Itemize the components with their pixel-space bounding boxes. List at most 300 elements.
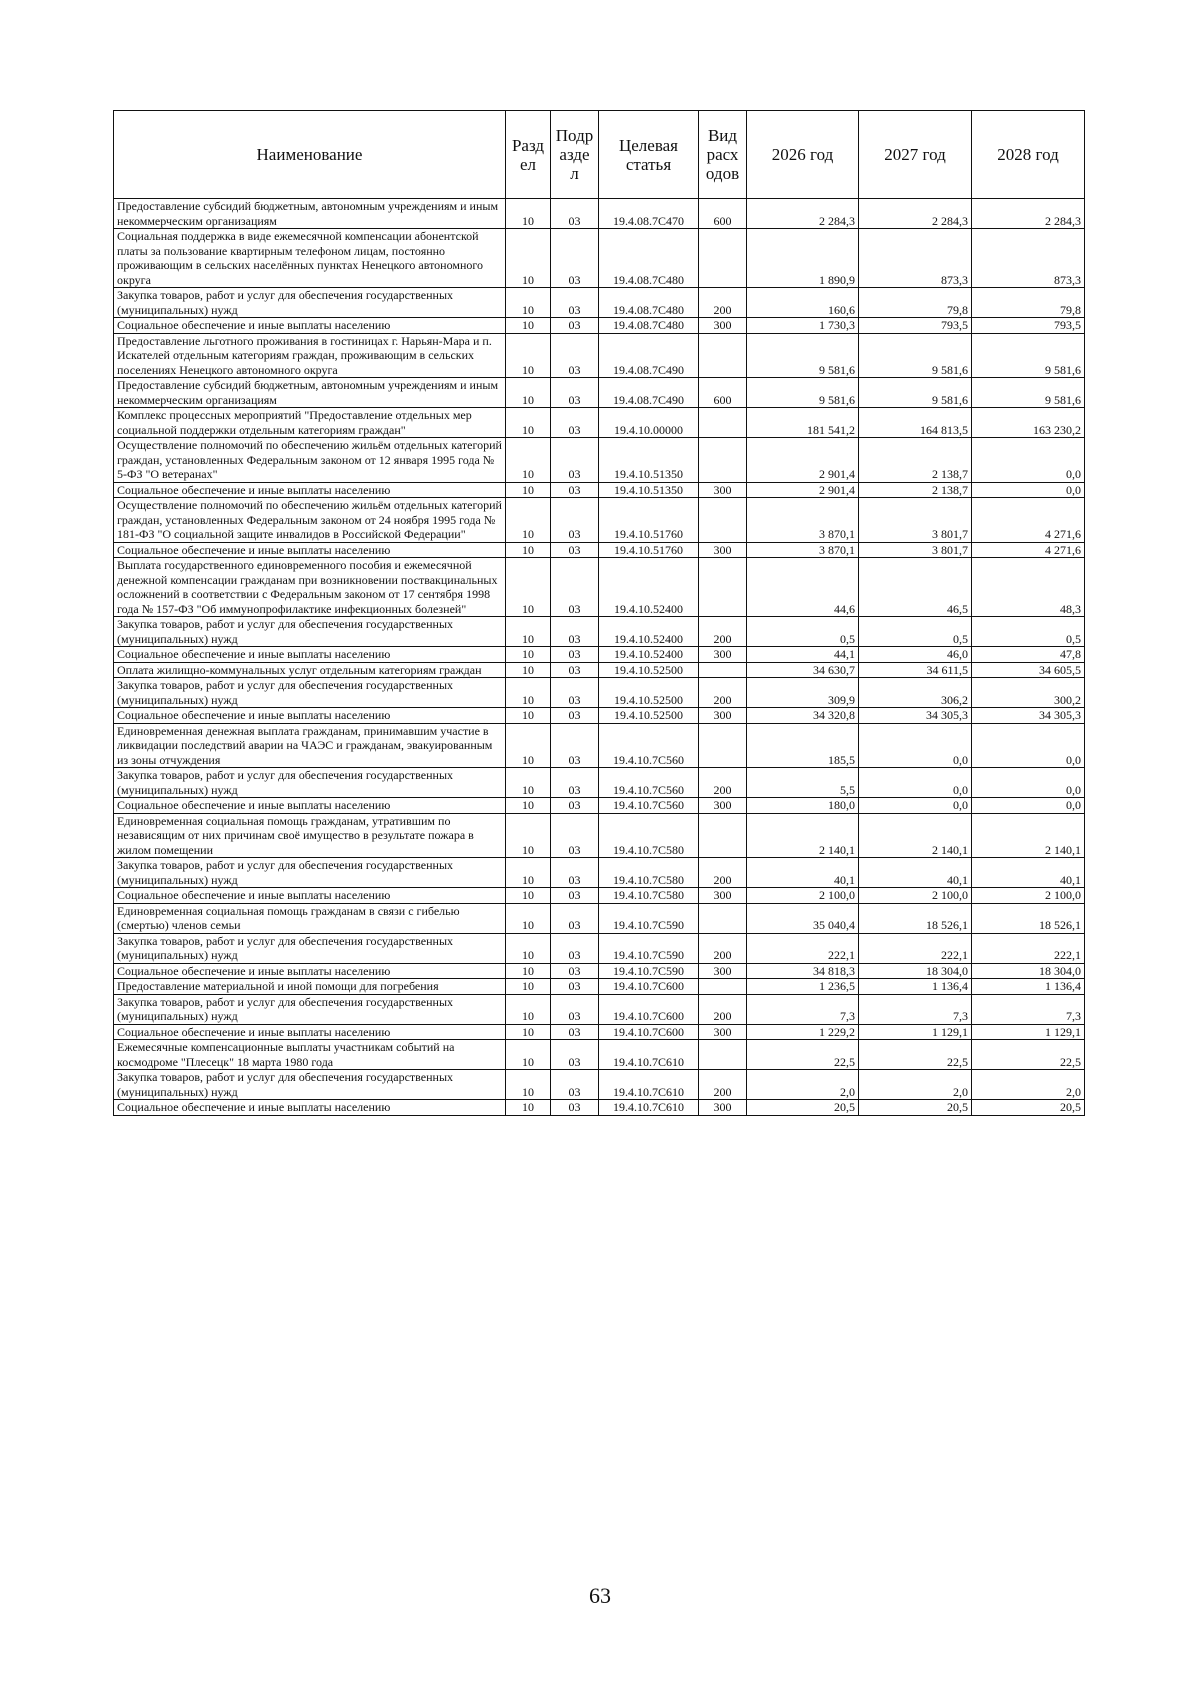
table-row (114, 378, 1085, 408)
cell-vid (699, 1040, 747, 1070)
cell-2028: 48,3 (972, 558, 1085, 617)
cell-2028: 9 581,6 (972, 333, 1085, 378)
cell-razdel: 10 (506, 858, 551, 888)
cell-article: 19.4.10.52400 (599, 647, 699, 663)
cell-name: Ежемесячные компенсационные выплаты участникам событий на космодроме "Плесецк" 18 марта 1980 года (114, 1040, 506, 1070)
cell-podrazdel: 03 (551, 768, 599, 798)
cell-2028: 18 526,1 (972, 903, 1085, 933)
cell-2026: 222,1 (747, 933, 859, 963)
cell-name: Закупка товаров, работ и услуг для обеспечения государственных (муниципальных) нужд (114, 678, 506, 708)
cell-razdel: 10 (506, 662, 551, 678)
cell-podrazdel: 03 (551, 378, 599, 408)
cell-name: Выплата государственного единовременного пособия и ежемесячной денежной компенсации гражданам при возникновении поствакцинальных осложнений в соответствии с Федеральным законом от 17 сентября 1998 года № 157-ФЗ "Об иммунопрофилактике инфекционных болезней" (114, 558, 506, 617)
cell-podrazdel: 03 (551, 798, 599, 814)
cell-article: 19.4.10.7С580 (599, 813, 699, 858)
cell-razdel: 10 (506, 678, 551, 708)
cell-razdel: 10 (506, 979, 551, 995)
cell-article: 19.4.10.00000 (599, 408, 699, 438)
cell-podrazdel: 03 (551, 558, 599, 617)
cell-2027: 793,5 (859, 318, 972, 334)
cell-razdel: 10 (506, 1070, 551, 1100)
cell-razdel: 10 (506, 903, 551, 933)
cell-vid: 600 (699, 378, 747, 408)
cell-razdel: 10 (506, 723, 551, 768)
cell-podrazdel: 03 (551, 408, 599, 438)
cell-vid: 200 (699, 858, 747, 888)
cell-article: 19.4.10.7С560 (599, 723, 699, 768)
cell-2026: 181 541,2 (747, 408, 859, 438)
cell-razdel: 10 (506, 768, 551, 798)
table-row (114, 798, 1085, 814)
table-row (114, 318, 1085, 334)
cell-vid (699, 903, 747, 933)
cell-2026: 0,5 (747, 617, 859, 647)
cell-article: 19.4.08.7С490 (599, 378, 699, 408)
cell-article: 19.4.10.7С560 (599, 768, 699, 798)
table-row (114, 888, 1085, 904)
cell-article: 19.4.08.7С480 (599, 318, 699, 334)
cell-name: Закупка товаров, работ и услуг для обеспечения государственных (муниципальных) нужд (114, 617, 506, 647)
cell-article: 19.4.10.7С600 (599, 994, 699, 1024)
cell-2028: 2,0 (972, 1070, 1085, 1100)
cell-podrazdel: 03 (551, 333, 599, 378)
cell-name: Предоставление льготного проживания в гостиницах г. Нарьян-Мара и п. Искателей отдельным категориям граждан, проживающим в сельских поселениях Ненецкого автономного округа (114, 333, 506, 378)
table-row (114, 333, 1085, 378)
table-row (114, 438, 1085, 483)
cell-article: 19.4.10.7С590 (599, 903, 699, 933)
cell-2026: 2 901,4 (747, 482, 859, 498)
cell-name: Социальное обеспечение и иные выплаты населению (114, 1100, 506, 1116)
cell-2027: 9 581,6 (859, 333, 972, 378)
cell-name: Социальная поддержка в виде ежемесячной компенсации абонентской платы за пользование квартирным телефоном лицам, постоянно проживающим в сельских населённых пунктах Ненецкого автономного округа (114, 229, 506, 288)
cell-2028: 1 136,4 (972, 979, 1085, 995)
cell-2026: 1 890,9 (747, 229, 859, 288)
cell-2026: 9 581,6 (747, 378, 859, 408)
cell-podrazdel: 03 (551, 318, 599, 334)
budget-table (113, 110, 1085, 1116)
cell-name: Социальное обеспечение и иные выплаты населению (114, 708, 506, 724)
table-row (114, 558, 1085, 617)
cell-name: Социальное обеспечение и иные выплаты населению (114, 647, 506, 663)
cell-2026: 9 581,6 (747, 333, 859, 378)
cell-vid (699, 333, 747, 378)
cell-2028: 7,3 (972, 994, 1085, 1024)
cell-2028: 79,8 (972, 288, 1085, 318)
table-row (114, 979, 1085, 995)
cell-2027: 164 813,5 (859, 408, 972, 438)
cell-razdel: 10 (506, 378, 551, 408)
header-razdel: Разд ел (506, 111, 551, 199)
cell-podrazdel: 03 (551, 662, 599, 678)
cell-2028: 20,5 (972, 1100, 1085, 1116)
cell-2026: 34 630,7 (747, 662, 859, 678)
cell-2026: 1 236,5 (747, 979, 859, 995)
cell-2028: 2 284,3 (972, 199, 1085, 229)
cell-2026: 35 040,4 (747, 903, 859, 933)
cell-2026: 2 140,1 (747, 813, 859, 858)
cell-2027: 2,0 (859, 1070, 972, 1100)
cell-podrazdel: 03 (551, 858, 599, 888)
cell-article: 19.4.10.51350 (599, 438, 699, 483)
table-row (114, 662, 1085, 678)
cell-podrazdel: 03 (551, 1040, 599, 1070)
cell-2028: 34 605,5 (972, 662, 1085, 678)
cell-name: Социальное обеспечение и иные выплаты населению (114, 963, 506, 979)
cell-name: Закупка товаров, работ и услуг для обеспечения государственных (муниципальных) нужд (114, 1070, 506, 1100)
cell-vid: 300 (699, 708, 747, 724)
cell-2028: 0,5 (972, 617, 1085, 647)
cell-razdel: 10 (506, 617, 551, 647)
table-row (114, 1100, 1085, 1116)
cell-2027: 20,5 (859, 1100, 972, 1116)
cell-razdel: 10 (506, 798, 551, 814)
cell-2028: 0,0 (972, 798, 1085, 814)
cell-2028: 793,5 (972, 318, 1085, 334)
cell-podrazdel: 03 (551, 1024, 599, 1040)
cell-vid: 300 (699, 482, 747, 498)
cell-podrazdel: 03 (551, 708, 599, 724)
cell-name: Осуществление полномочий по обеспечению жильём отдельных категорий граждан, установленных Федеральным законом от 24 ноября 1995 года № 181-ФЗ "О социальной защите инвалидов в Российской Федерации" (114, 498, 506, 543)
cell-2026: 3 870,1 (747, 542, 859, 558)
cell-2027: 222,1 (859, 933, 972, 963)
cell-2028: 0,0 (972, 768, 1085, 798)
cell-name: Социальное обеспечение и иные выплаты населению (114, 542, 506, 558)
cell-podrazdel: 03 (551, 542, 599, 558)
cell-2028: 0,0 (972, 482, 1085, 498)
cell-vid (699, 408, 747, 438)
cell-vid: 200 (699, 1070, 747, 1100)
cell-vid (699, 498, 747, 543)
cell-2027: 2 138,7 (859, 438, 972, 483)
cell-2026: 3 870,1 (747, 498, 859, 543)
cell-article: 19.4.10.52500 (599, 678, 699, 708)
cell-2026: 1 730,3 (747, 318, 859, 334)
cell-2028: 1 129,1 (972, 1024, 1085, 1040)
cell-razdel: 10 (506, 994, 551, 1024)
cell-podrazdel: 03 (551, 199, 599, 229)
cell-podrazdel: 03 (551, 813, 599, 858)
table-row (114, 963, 1085, 979)
cell-2028: 2 100,0 (972, 888, 1085, 904)
cell-vid (699, 229, 747, 288)
cell-2028: 47,8 (972, 647, 1085, 663)
cell-vid: 600 (699, 199, 747, 229)
cell-2027: 1 129,1 (859, 1024, 972, 1040)
cell-razdel: 10 (506, 288, 551, 318)
cell-vid (699, 662, 747, 678)
cell-vid: 200 (699, 288, 747, 318)
header-article: Целевая статья (599, 111, 699, 199)
cell-article: 19.4.08.7С480 (599, 229, 699, 288)
cell-2028: 4 271,6 (972, 542, 1085, 558)
cell-article: 19.4.10.7С580 (599, 888, 699, 904)
cell-2027: 0,0 (859, 723, 972, 768)
cell-2028: 300,2 (972, 678, 1085, 708)
cell-2027: 46,5 (859, 558, 972, 617)
cell-podrazdel: 03 (551, 678, 599, 708)
cell-2026: 34 818,3 (747, 963, 859, 979)
cell-2027: 2 138,7 (859, 482, 972, 498)
cell-podrazdel: 03 (551, 963, 599, 979)
cell-2028: 22,5 (972, 1040, 1085, 1070)
cell-razdel: 10 (506, 408, 551, 438)
page-number: 63 (589, 1583, 611, 1608)
cell-article: 19.4.10.7С600 (599, 979, 699, 995)
cell-podrazdel: 03 (551, 482, 599, 498)
cell-razdel: 10 (506, 888, 551, 904)
cell-name: Единовременная денежная выплата гражданам, принимавшим участие в ликвидации последствий аварии на ЧАЭС и гражданам, эвакуированным из зоны отчуждения (114, 723, 506, 768)
cell-razdel: 10 (506, 542, 551, 558)
cell-article: 19.4.10.51760 (599, 542, 699, 558)
table-row (114, 678, 1085, 708)
table-row (114, 617, 1085, 647)
cell-name: Закупка товаров, работ и услуг для обеспечения государственных (муниципальных) нужд (114, 858, 506, 888)
cell-article: 19.4.10.7С590 (599, 933, 699, 963)
cell-2026: 22,5 (747, 1040, 859, 1070)
cell-2027: 18 526,1 (859, 903, 972, 933)
cell-article: 19.4.10.52400 (599, 558, 699, 617)
cell-podrazdel: 03 (551, 723, 599, 768)
cell-razdel: 10 (506, 1040, 551, 1070)
cell-2027: 0,0 (859, 768, 972, 798)
table-row (114, 288, 1085, 318)
cell-name: Социальное обеспечение и иные выплаты населению (114, 1024, 506, 1040)
cell-2027: 7,3 (859, 994, 972, 1024)
cell-vid (699, 558, 747, 617)
cell-name: Осуществление полномочий по обеспечению жильём отдельных категорий граждан, установленных Федеральным законом от 12 января 1995 года № 5-ФЗ "О ветеранах" (114, 438, 506, 483)
cell-razdel: 10 (506, 933, 551, 963)
cell-razdel: 10 (506, 199, 551, 229)
cell-vid: 300 (699, 647, 747, 663)
cell-2026: 20,5 (747, 1100, 859, 1116)
cell-2027: 46,0 (859, 647, 972, 663)
cell-podrazdel: 03 (551, 617, 599, 647)
cell-name: Единовременная социальная помощь гражданам, утратившим по независящим от них причинам своё имущество в результате пожара в жилом помещении (114, 813, 506, 858)
cell-podrazdel: 03 (551, 903, 599, 933)
cell-razdel: 10 (506, 647, 551, 663)
cell-name: Оплата жилищно-коммунальных услуг отдельным категориям граждан (114, 662, 506, 678)
cell-article: 19.4.10.7С610 (599, 1100, 699, 1116)
cell-2028: 4 271,6 (972, 498, 1085, 543)
cell-razdel: 10 (506, 482, 551, 498)
cell-2028: 873,3 (972, 229, 1085, 288)
cell-podrazdel: 03 (551, 229, 599, 288)
table-row (114, 813, 1085, 858)
cell-2026: 2 901,4 (747, 438, 859, 483)
cell-article: 19.4.10.7С600 (599, 1024, 699, 1040)
cell-vid: 200 (699, 617, 747, 647)
cell-2028: 2 140,1 (972, 813, 1085, 858)
cell-razdel: 10 (506, 333, 551, 378)
cell-2026: 180,0 (747, 798, 859, 814)
cell-razdel: 10 (506, 229, 551, 288)
table-header (114, 111, 1085, 199)
table-row (114, 542, 1085, 558)
table-row (114, 768, 1085, 798)
table-row (114, 1040, 1085, 1070)
cell-razdel: 10 (506, 318, 551, 334)
cell-vid: 200 (699, 994, 747, 1024)
cell-vid: 300 (699, 318, 747, 334)
cell-2026: 2 284,3 (747, 199, 859, 229)
cell-razdel: 10 (506, 1024, 551, 1040)
cell-article: 19.4.08.7С470 (599, 199, 699, 229)
table-row (114, 199, 1085, 229)
cell-article: 19.4.10.7С610 (599, 1070, 699, 1100)
cell-article: 19.4.08.7С490 (599, 333, 699, 378)
cell-2026: 34 320,8 (747, 708, 859, 724)
cell-vid: 200 (699, 768, 747, 798)
cell-2026: 160,6 (747, 288, 859, 318)
cell-vid (699, 438, 747, 483)
cell-article: 19.4.10.51350 (599, 482, 699, 498)
header-podrazdel: Подр азде л (551, 111, 599, 199)
cell-podrazdel: 03 (551, 498, 599, 543)
header-vid: Вид расх одов (699, 111, 747, 199)
cell-vid (699, 723, 747, 768)
cell-name: Социальное обеспечение и иные выплаты населению (114, 888, 506, 904)
cell-article: 19.4.10.52500 (599, 708, 699, 724)
table-row (114, 858, 1085, 888)
cell-2028: 40,1 (972, 858, 1085, 888)
cell-name: Закупка товаров, работ и услуг для обеспечения государственных (муниципальных) нужд (114, 288, 506, 318)
cell-2028: 0,0 (972, 438, 1085, 483)
cell-2026: 2,0 (747, 1070, 859, 1100)
cell-vid: 300 (699, 888, 747, 904)
cell-razdel: 10 (506, 1100, 551, 1116)
cell-vid (699, 979, 747, 995)
cell-vid: 300 (699, 542, 747, 558)
cell-2026: 185,5 (747, 723, 859, 768)
table-row (114, 229, 1085, 288)
cell-name: Предоставление материальной и иной помощи для погребения (114, 979, 506, 995)
cell-vid: 300 (699, 1100, 747, 1116)
cell-article: 19.4.10.52500 (599, 662, 699, 678)
cell-article: 19.4.10.51760 (599, 498, 699, 543)
cell-2027: 2 100,0 (859, 888, 972, 904)
cell-2026: 7,3 (747, 994, 859, 1024)
table-row (114, 408, 1085, 438)
cell-article: 19.4.08.7С480 (599, 288, 699, 318)
cell-2027: 9 581,6 (859, 378, 972, 408)
cell-2027: 1 136,4 (859, 979, 972, 995)
cell-podrazdel: 03 (551, 994, 599, 1024)
cell-2028: 0,0 (972, 723, 1085, 768)
cell-2026: 2 100,0 (747, 888, 859, 904)
cell-name: Социальное обеспечение и иные выплаты населению (114, 482, 506, 498)
cell-name: Комплекс процессных мероприятий "Предоставление отдельных мер социальной поддержки отдельным категориям граждан" (114, 408, 506, 438)
cell-name: Закупка товаров, работ и услуг для обеспечения государственных (муниципальных) нужд (114, 768, 506, 798)
cell-name: Социальное обеспечение и иные выплаты населению (114, 798, 506, 814)
cell-2027: 79,8 (859, 288, 972, 318)
cell-2027: 3 801,7 (859, 542, 972, 558)
cell-razdel: 10 (506, 558, 551, 617)
cell-2026: 40,1 (747, 858, 859, 888)
cell-podrazdel: 03 (551, 647, 599, 663)
cell-vid: 200 (699, 678, 747, 708)
cell-article: 19.4.10.7С590 (599, 963, 699, 979)
cell-razdel: 10 (506, 708, 551, 724)
cell-2028: 163 230,2 (972, 408, 1085, 438)
cell-razdel: 10 (506, 963, 551, 979)
cell-2027: 34 611,5 (859, 662, 972, 678)
cell-2027: 0,5 (859, 617, 972, 647)
cell-podrazdel: 03 (551, 1070, 599, 1100)
cell-2028: 34 305,3 (972, 708, 1085, 724)
cell-2026: 44,1 (747, 647, 859, 663)
cell-2026: 309,9 (747, 678, 859, 708)
cell-razdel: 10 (506, 498, 551, 543)
table-row (114, 708, 1085, 724)
header-name: Наименование (114, 111, 506, 199)
cell-vid: 200 (699, 933, 747, 963)
cell-podrazdel: 03 (551, 438, 599, 483)
cell-vid: 300 (699, 963, 747, 979)
cell-2026: 5,5 (747, 768, 859, 798)
cell-name: Предоставление субсидий бюджетным, автономным учреждениям и иным некоммерческим организациям (114, 378, 506, 408)
cell-podrazdel: 03 (551, 888, 599, 904)
table-row (114, 994, 1085, 1024)
cell-razdel: 10 (506, 438, 551, 483)
cell-podrazdel: 03 (551, 933, 599, 963)
header-2027: 2027 год (859, 111, 972, 199)
header-2026: 2026 год (747, 111, 859, 199)
cell-name: Единовременная социальная помощь гражданам в связи с гибелью (смертью) членов семьи (114, 903, 506, 933)
cell-vid: 300 (699, 798, 747, 814)
table-row (114, 482, 1085, 498)
cell-2027: 2 284,3 (859, 199, 972, 229)
table-row (114, 498, 1085, 543)
header-row (114, 111, 1085, 199)
table-row (114, 1024, 1085, 1040)
cell-2027: 0,0 (859, 798, 972, 814)
cell-podrazdel: 03 (551, 979, 599, 995)
table-row (114, 903, 1085, 933)
cell-name: Социальное обеспечение и иные выплаты населению (114, 318, 506, 334)
cell-podrazdel: 03 (551, 1100, 599, 1116)
cell-name: Закупка товаров, работ и услуг для обеспечения государственных (муниципальных) нужд (114, 933, 506, 963)
cell-2027: 18 304,0 (859, 963, 972, 979)
table-row (114, 933, 1085, 963)
cell-2028: 222,1 (972, 933, 1085, 963)
cell-2028: 9 581,6 (972, 378, 1085, 408)
table-row (114, 647, 1085, 663)
cell-name: Закупка товаров, работ и услуг для обеспечения государственных (муниципальных) нужд (114, 994, 506, 1024)
table-row (114, 723, 1085, 768)
cell-2026: 44,6 (747, 558, 859, 617)
header-2028: 2028 год (972, 111, 1085, 199)
table-body (114, 199, 1085, 1116)
cell-2027: 22,5 (859, 1040, 972, 1070)
cell-article: 19.4.10.52400 (599, 617, 699, 647)
cell-name: Предоставление субсидий бюджетным, автономным учреждениям и иным некоммерческим организациям (114, 199, 506, 229)
cell-2027: 873,3 (859, 229, 972, 288)
cell-vid (699, 813, 747, 858)
cell-2027: 3 801,7 (859, 498, 972, 543)
cell-2027: 306,2 (859, 678, 972, 708)
cell-2026: 1 229,2 (747, 1024, 859, 1040)
cell-article: 19.4.10.7С610 (599, 1040, 699, 1070)
cell-2027: 40,1 (859, 858, 972, 888)
table-row (114, 1070, 1085, 1100)
cell-razdel: 10 (506, 813, 551, 858)
cell-2027: 34 305,3 (859, 708, 972, 724)
cell-article: 19.4.10.7С560 (599, 798, 699, 814)
cell-article: 19.4.10.7С580 (599, 858, 699, 888)
cell-2027: 2 140,1 (859, 813, 972, 858)
cell-2028: 18 304,0 (972, 963, 1085, 979)
cell-podrazdel: 03 (551, 288, 599, 318)
